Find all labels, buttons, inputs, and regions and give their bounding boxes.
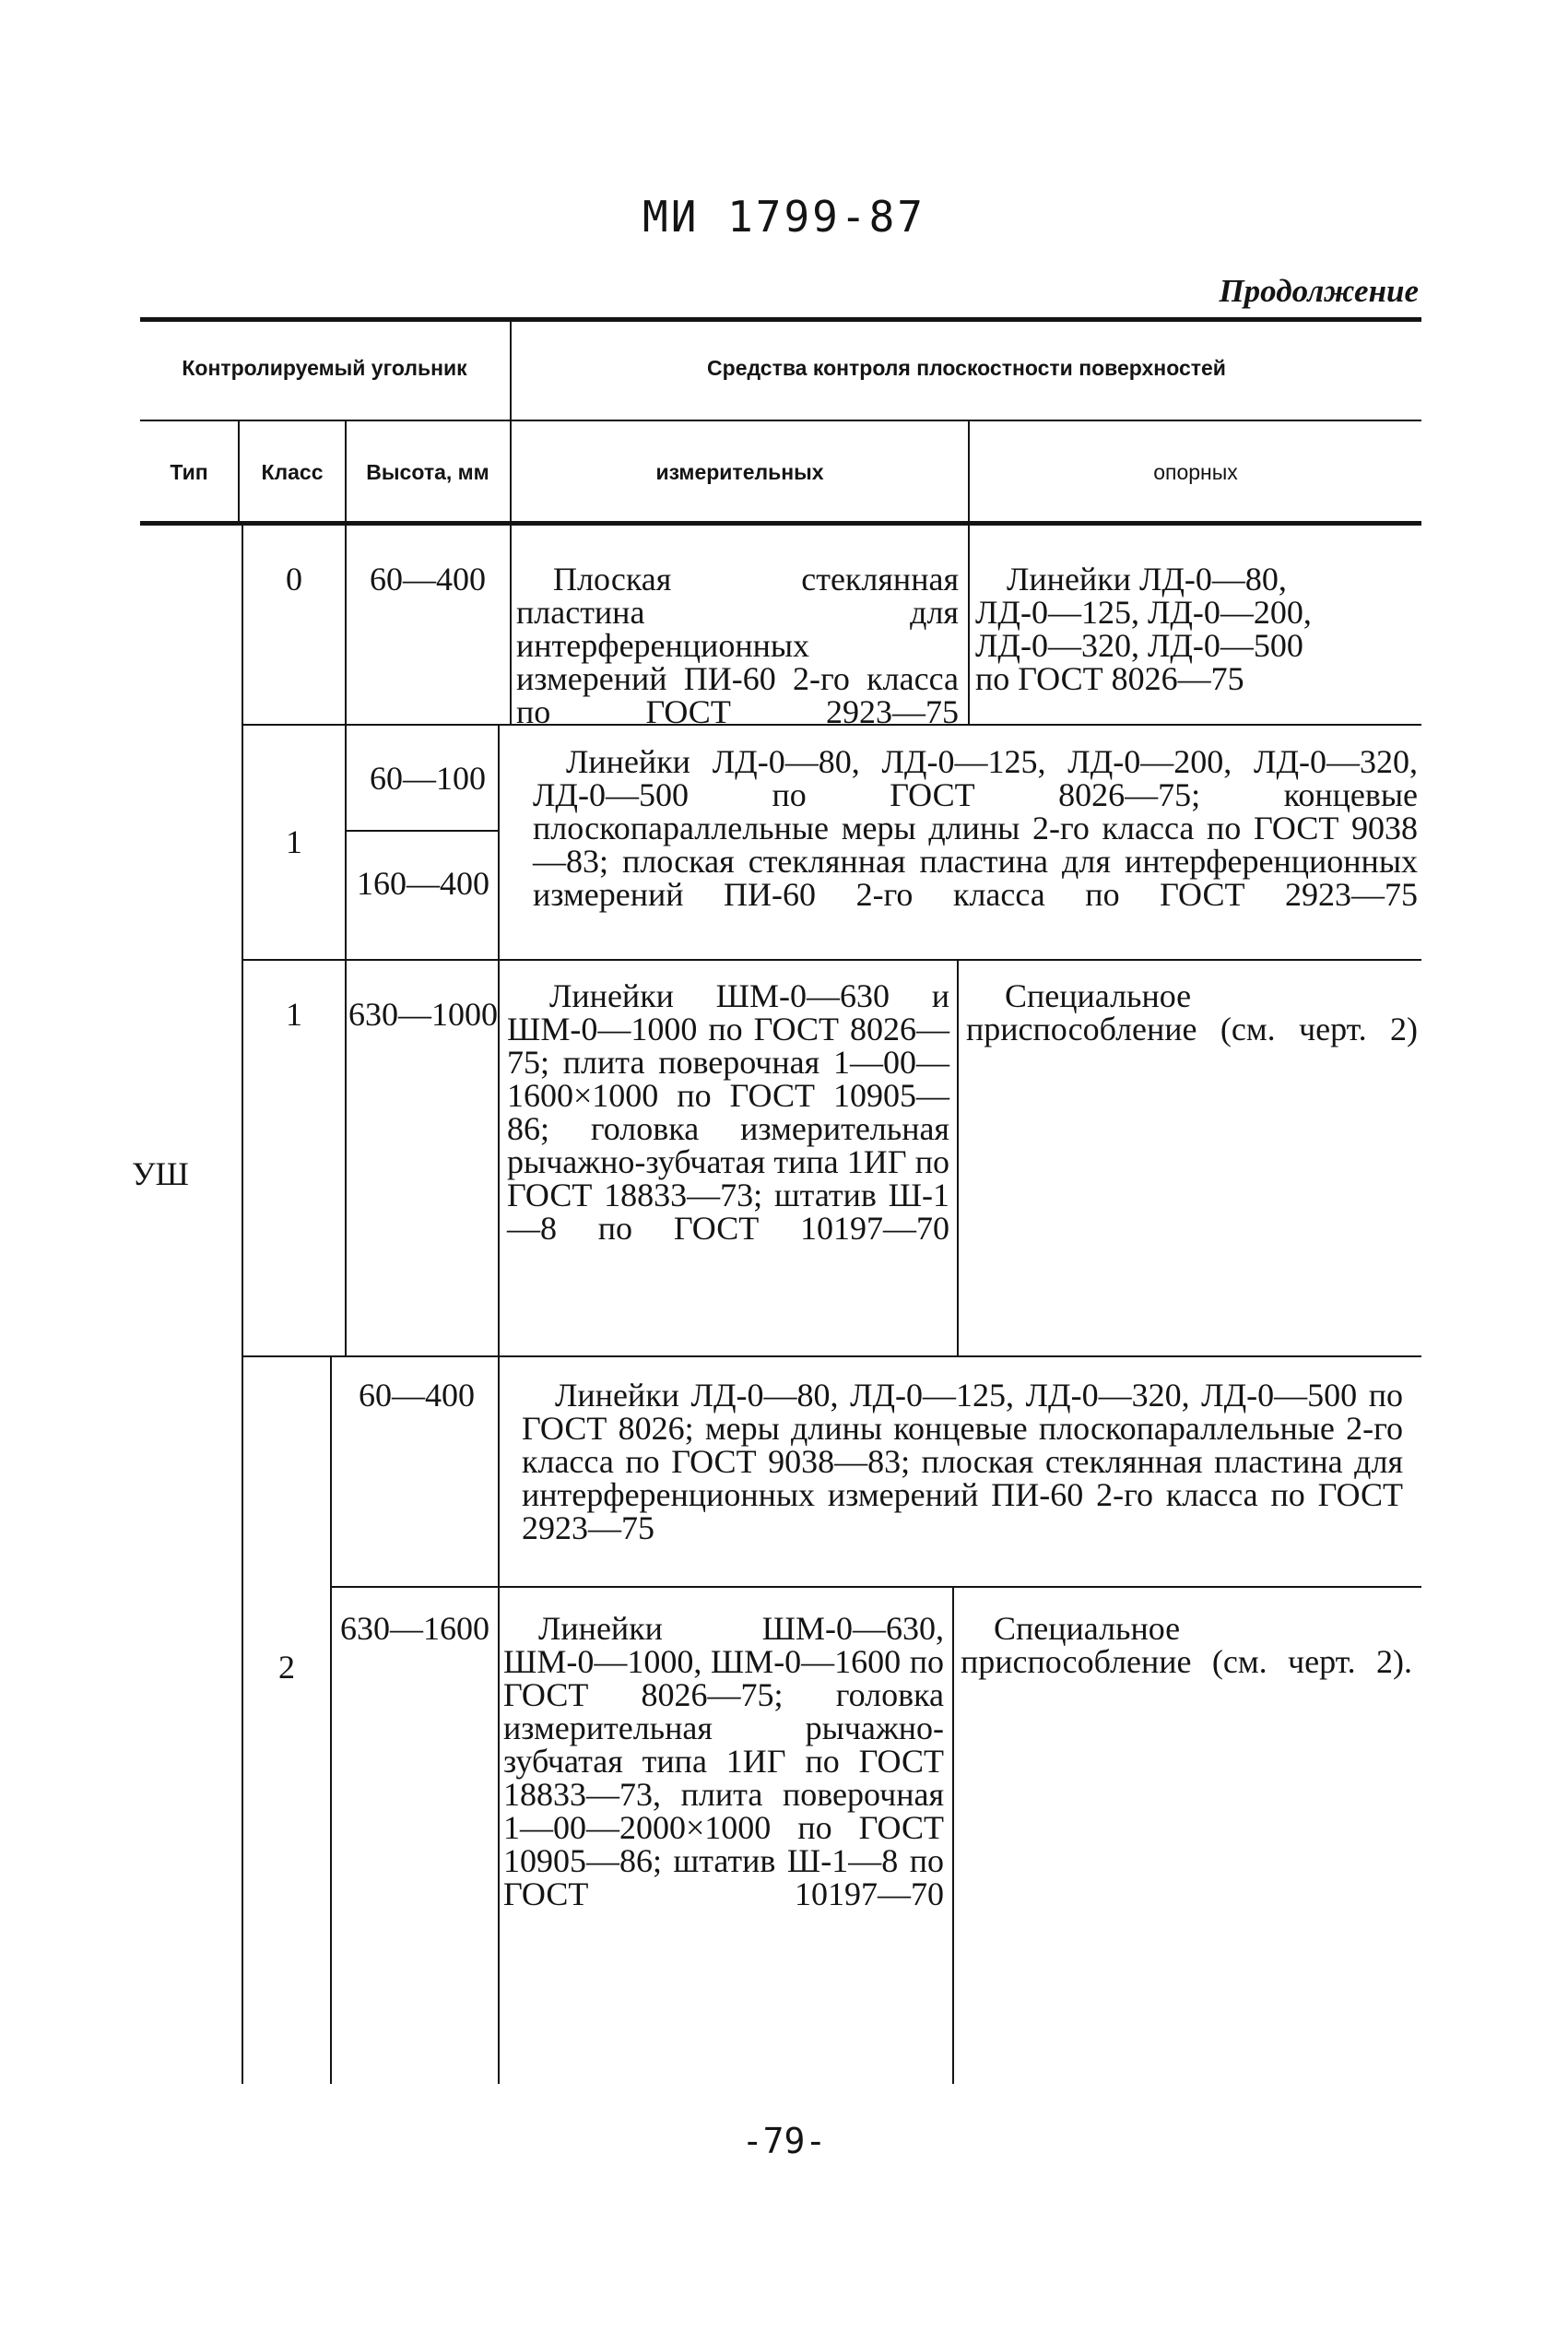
column-divider bbox=[952, 1586, 954, 2084]
header-type: Тип bbox=[170, 460, 208, 484]
document-code: МИ 1799-87 bbox=[643, 192, 925, 242]
row-reference: Специальное приспособление (см. черт. 2) bbox=[966, 977, 1418, 1047]
row-combined-means: Линейки ЛД-0—80, ЛД-0—125, ЛД-0—320, ЛД-0—500 по ГОСТ 8026; меры длины концевые плоскопараллельные 2-го класса по ГОСТ 9038—83; плоская стеклянная пластина для интерференционных измерений ПИ-60 2-го класса по ГОСТ 2923—75 bbox=[522, 1377, 1403, 1546]
continuation-label: Продолжение bbox=[1219, 273, 1419, 309]
column-divider bbox=[510, 321, 512, 724]
row-divider bbox=[346, 830, 499, 832]
column-divider bbox=[968, 521, 970, 724]
row-reference: Линейки ЛД-0—80, ЛД-0—125, ЛД-0—200, ЛД-0—320, ЛД-0—500 по ГОСТ 8026—75 bbox=[975, 561, 1312, 697]
row-reference: Специальное приспособление (см. черт. 2). bbox=[961, 1610, 1412, 1680]
header-controlled-square: Контролируемый угольник bbox=[182, 356, 467, 380]
row-height: 630—1600 bbox=[340, 1610, 489, 1647]
header-measuring: измерительных bbox=[655, 460, 824, 484]
row-class: 1 bbox=[286, 823, 302, 860]
header-divider bbox=[140, 420, 1421, 421]
row-combined-means: Линейки ЛД-0—80, ЛД-0—125, ЛД-0—200, ЛД-0—320, ЛД-0—500 по ГОСТ 8026—75; концевые плоскопараллельные меры длины 2-го класса по ГОСТ 9038—83; плоская стеклянная пластина для интерференционных измерений ПИ-60 2-го класса по ГОСТ 2923—75 bbox=[533, 743, 1418, 913]
row-height: 60—100 bbox=[370, 760, 486, 797]
row-divider bbox=[242, 1355, 1421, 1357]
row-class: 0 bbox=[286, 561, 302, 598]
column-divider bbox=[330, 1355, 332, 2084]
header-class: Класс bbox=[261, 460, 324, 484]
row-class: 2 bbox=[278, 1649, 295, 1686]
type-value: УШ bbox=[132, 1155, 189, 1192]
column-divider bbox=[957, 959, 959, 1355]
row-height: 630—1000 bbox=[348, 996, 498, 1033]
header-height: Высота, мм bbox=[366, 460, 489, 484]
row-height: 60—400 bbox=[359, 1377, 475, 1414]
header-bottom-rule bbox=[140, 521, 1421, 526]
row-measuring: Линейки ШМ-0—630, ШМ-0—1000, ШМ-0—1600 по ГОСТ 8026—75; головка измерительная рычажно-зубчатая типа 1ИГ по ГОСТ 18833—73, плита поверочная 1—00—2000×1000 по ГОСТ 10905—86; штатив Ш-1—8 по ГОСТ 10197—70 bbox=[503, 1610, 944, 1912]
row-divider bbox=[330, 1586, 1421, 1588]
row-divider bbox=[242, 959, 1421, 961]
table-top-rule bbox=[140, 317, 1421, 322]
column-divider bbox=[498, 724, 500, 2084]
row-height: 60—400 bbox=[370, 561, 486, 598]
column-divider bbox=[242, 521, 243, 2084]
row-measuring: Плоская стеклянная пластина для интерференционных измерений ПИ-60 2-го класса по ГОСТ 2923—75 bbox=[516, 561, 959, 730]
header-reference: опорных bbox=[1153, 460, 1238, 484]
row-class: 1 bbox=[286, 996, 302, 1033]
row-measuring: Линейки ШМ-0—630 и ШМ-0—1000 по ГОСТ 8026—75; плита поверочная 1—00—1600×1000 по ГОСТ 10905—86; головка измерительная рычажно-зубчатая типа 1ИГ по ГОСТ 18833—73; штатив Ш-1—8 по ГОСТ 10197—70 bbox=[507, 977, 949, 1247]
page-number: -79- bbox=[741, 2121, 827, 2161]
row-height: 160—400 bbox=[357, 865, 489, 902]
header-means-of-control: Средства контроля плоскостности поверхностей bbox=[707, 356, 1226, 380]
